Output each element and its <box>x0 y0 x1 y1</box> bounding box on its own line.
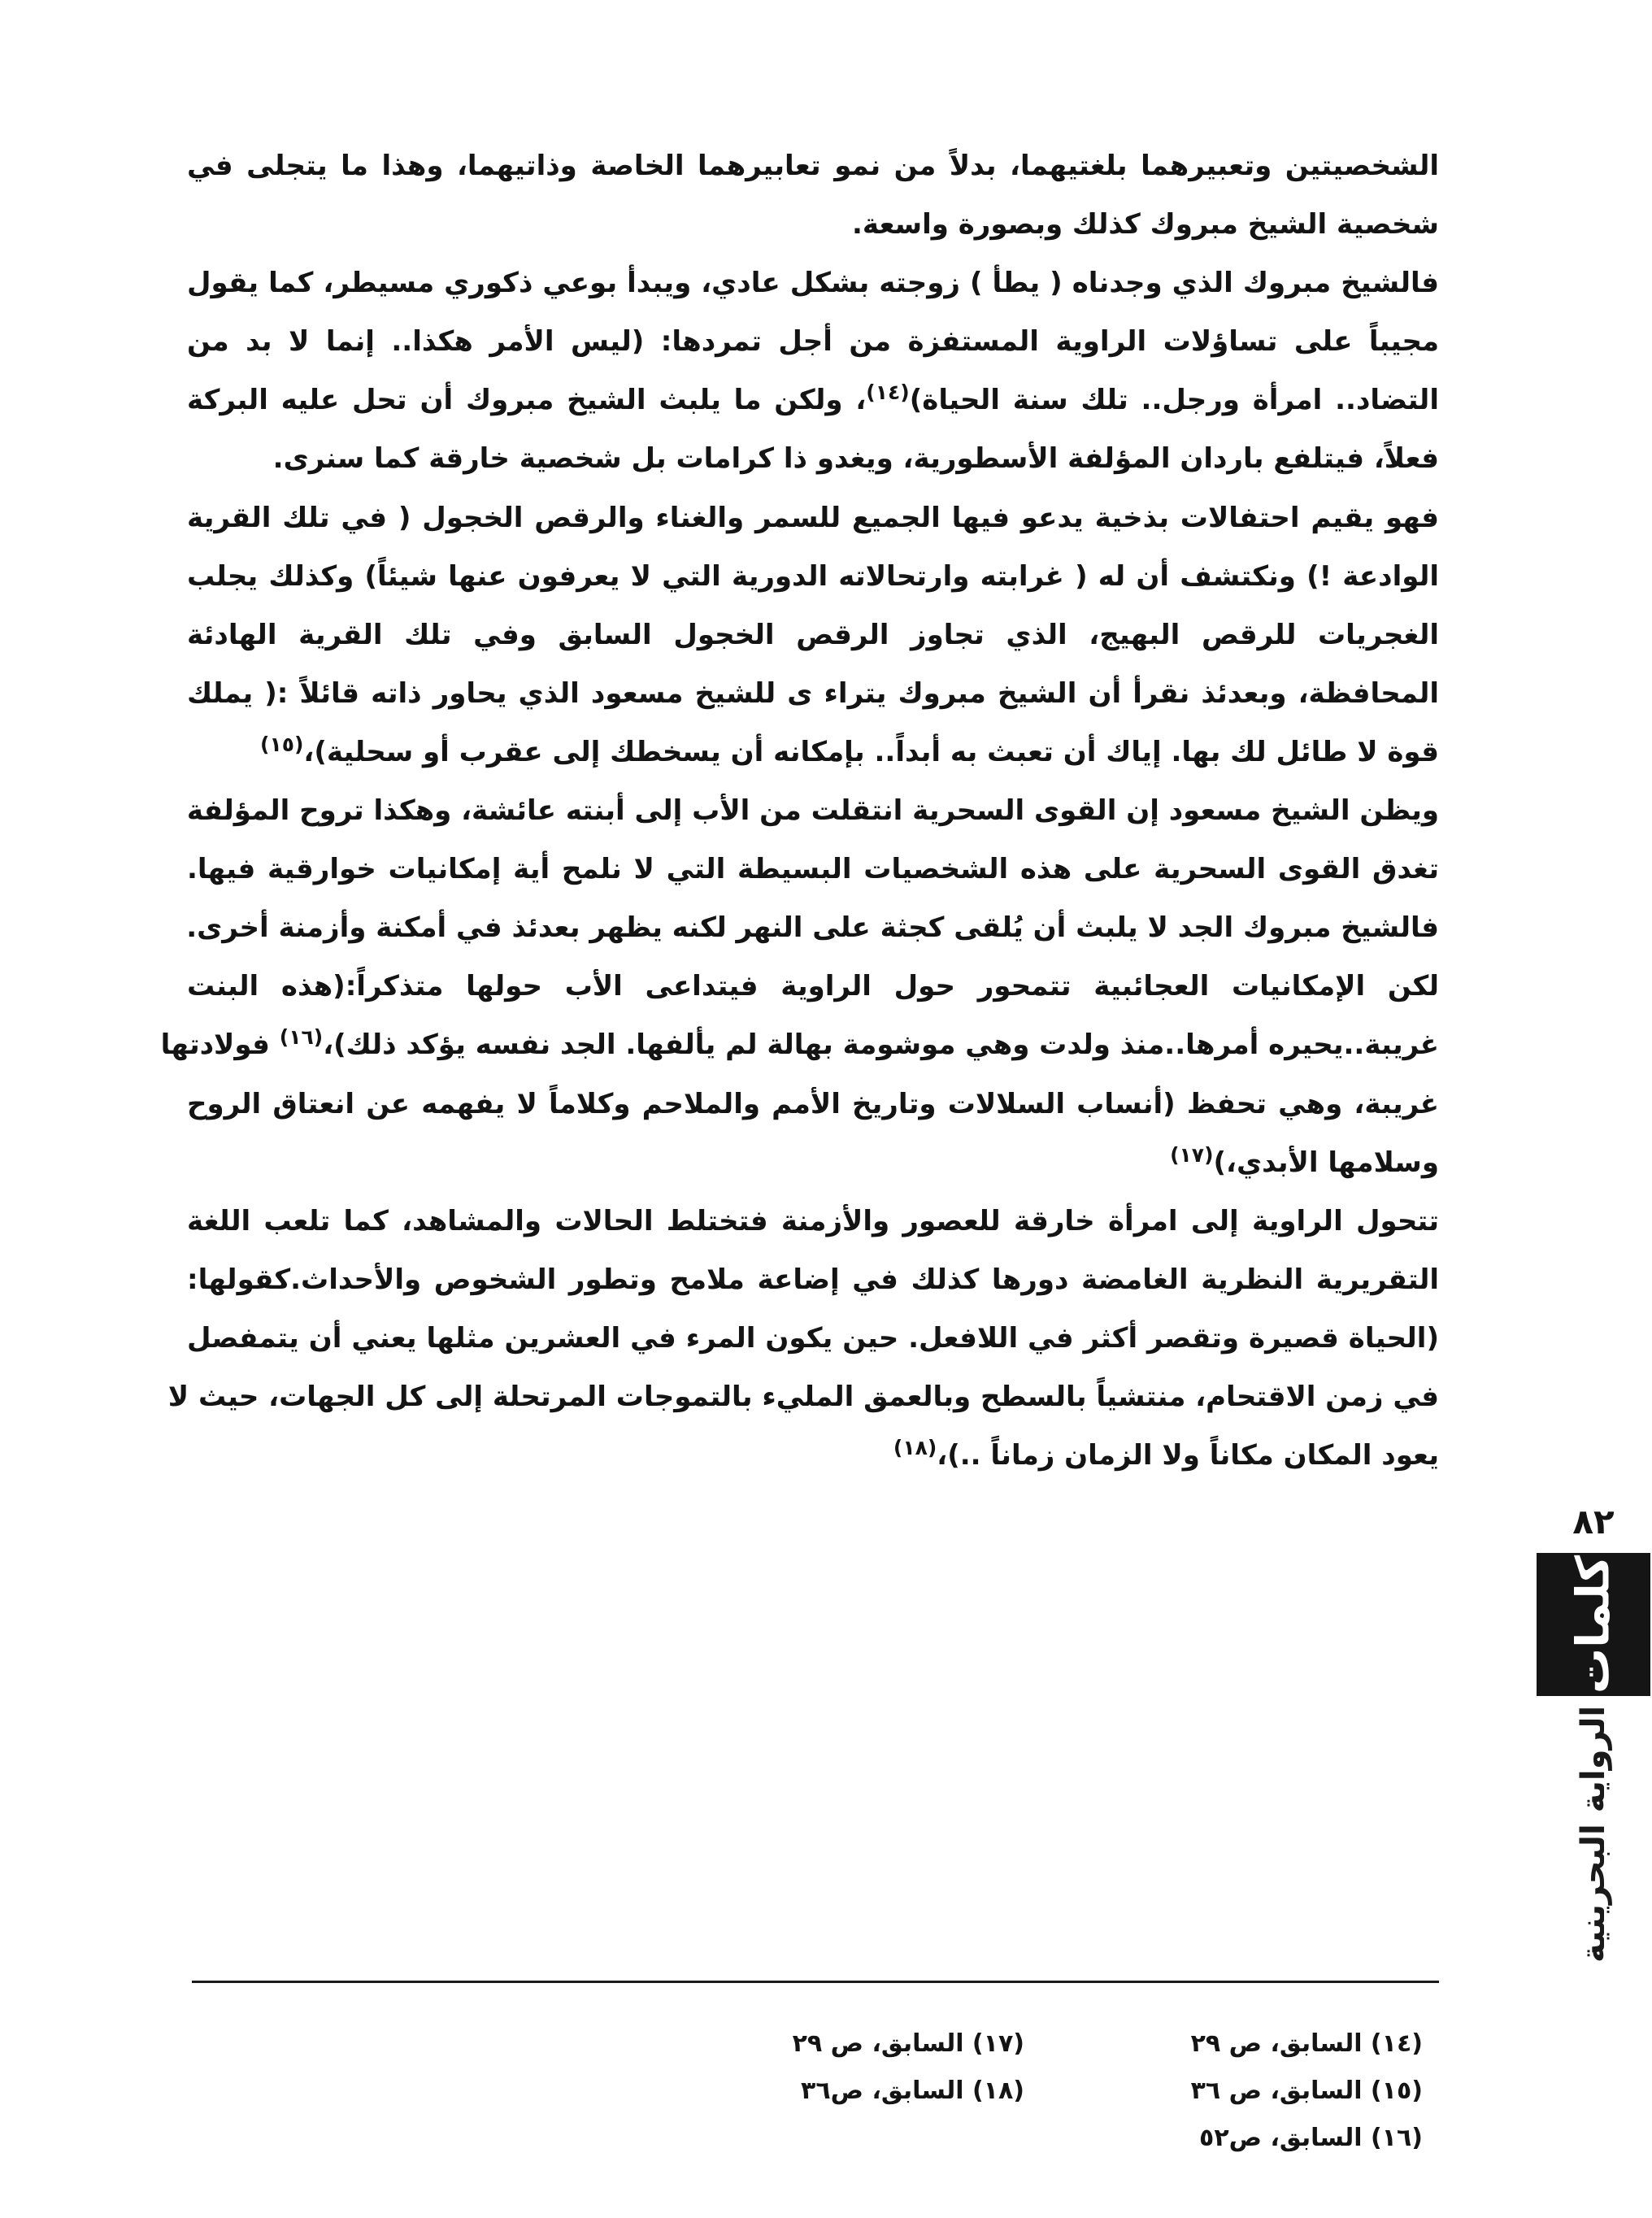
body-line-segment: غريبة..يحيره أمرها..منذ ولدت وهي موشومة بهالة لم يألفها. الجد نفسه يؤكد ذلك)، <box>323 1029 1439 1062</box>
body-line: (الحياة قصيرة وتقصر أكثر في اللافعل. حين يكون المرء في العشرين مثلها يعني أن يتمفصل <box>187 1321 1439 1355</box>
body-line: تغدق القوى السحرية على هذه الشخصيات البسيطة التي لا نلمح أية إمكانيات خوارقية فيها. <box>187 853 1439 886</box>
footnote-ref: (١٤) <box>866 381 910 405</box>
body-line: فهو يقيم احتفالات بذخية يدعو فيها الجميع للسمر والغناء والرقص الخجول ( في تلك القرية <box>187 501 1439 534</box>
body-line-segment: ، ولكن ما يلبث الشيخ مبروك أن تحل عليه البركة <box>187 384 867 417</box>
footnote-ref: (١٥) <box>260 732 304 756</box>
body-line: المحافظة، وبعدئذ نقرأ أن الشيخ مبروك يتراء ى للشيخ مسعود الذي يحاور ذاته قائلاً :( يملك <box>187 676 1439 710</box>
footnote: (١٧) السابق، ص ٢٩ <box>792 2029 1024 2058</box>
body-line: فالشيخ مبروك الجد لا يلبث أن يُلقى كجثة على النهر لكنه يظهر بعدئذ في أمكنة وأزمنة أخرى. <box>186 911 1439 945</box>
body-line: لكن الإمكانيات العجائبية تتمحور حول الراوية فيتداعى الأب حولها متذكراً:(هذه البنت <box>187 970 1439 1003</box>
page-number: ٨٢ <box>1572 1502 1615 1542</box>
footnote: (١٨) السابق، ص٣٦ <box>801 2077 1024 2105</box>
body-line-segment: يعود المكان مكاناً ولا الزمان زماناً ..)، <box>937 1439 1439 1472</box>
body-line-segment: فولادتها <box>160 1029 270 1062</box>
body-line: ويظن الشيخ مسعود إن القوى السحرية انتقلت من الأب إلى أبنته عائشة، وهكذا تروح المؤلفة <box>186 794 1439 828</box>
body-text <box>160 137 1439 1485</box>
body-line: فالشيخ مبروك الذي وجدناه ( يطأ ) زوجته بشكل عادي، ويبدأ بوعي ذكوري مسيطر، كما يقول <box>187 267 1439 300</box>
body-line <box>187 723 1439 781</box>
body-line <box>187 1133 1439 1192</box>
body-line: الغجريات للرقص البهيج، الذي تجاوز الرقص الخجول السابق وفي تلك القرية الهادئة <box>187 618 1439 651</box>
body-line: التقريرية النظرية الغامضة دورها كذلك في إضاعة ملامح وتطور الشخوص والأحداث.كقولها: <box>187 1263 1439 1296</box>
body-line <box>187 1426 1439 1485</box>
body-line-segment: قوة لا طائل لك بها. إياك أن تعبث به أبداً.. بإمكانه أن يسخطك إلى عقرب أو سحلية)، <box>303 735 1439 768</box>
body-line <box>160 1015 1439 1074</box>
body-line <box>187 371 1439 429</box>
body-line: غريبة، وهي تحفظ (أنساب السلالات وتاريخ الأمم والملاحم وكلاماً لا يفهمه عن انعتاق الروح <box>187 1087 1439 1120</box>
footnote: (١٤) السابق، ص ٢٩ <box>1190 2029 1423 2058</box>
body-line: الوادعة !) ونكتشف أن له ( غرابته وارتحالاته الدورية التي لا يعرفون عنها شيئاً) وكذلك يجلب <box>187 559 1439 593</box>
footnote-ref: (١٦) <box>279 1025 324 1050</box>
body-line-segment: التضاد.. امرأة ورجل.. تلك سنة الحياة) <box>909 384 1439 417</box>
body-line: مجيباً على تساؤلات الراوية المستفزة من أجل تمردها: (ليس الأمر هكذا.. إنما لا بد من <box>187 325 1439 359</box>
side-tab <box>1537 1499 1650 1964</box>
body-line: في زمن الاقتحام، منتشياً بالسطح وبالعمق المليء بالتموجات المرتحلة إلى كل الجهات، حيث لا <box>167 1380 1439 1413</box>
body-line: فعلاً، فيتلفع باردان المؤلفة الأسطورية، ويغدو ذا كرامات بل شخصية خارقة كما سنرى. <box>272 442 1439 476</box>
body-line-segment: وسلامها الأبدي،) <box>1213 1146 1439 1179</box>
series-title: الرواية البحرينية <box>1575 1705 1612 1964</box>
footnote-ref: (١٧) <box>1170 1142 1214 1167</box>
footnote: (١٦) السابق، ص٥٢ <box>1199 2124 1423 2152</box>
body-line: الشخصيتين وتعبيرهما بلغتيهما، بدلاً من نمو تعابيرهما الخاصة وذاتيهما، وهذا ما يتجلى في <box>187 150 1439 182</box>
body-line: شخصية الشيخ مبروك كذلك وبصورة واسعة. <box>851 208 1439 241</box>
magazine-logo-text: كلمات <box>1567 1555 1620 1694</box>
footnote-ref: (١٨) <box>893 1436 937 1460</box>
footnote: (١٥) السابق، ص ٣٦ <box>1190 2077 1423 2105</box>
footnote-divider <box>192 1981 1439 1983</box>
body-line: تتحول الراوية إلى امرأة خارقة للعصور والأزمنة فتختلط الحالات والمشاهد، كما تلعب اللغة <box>187 1204 1439 1237</box>
magazine-logo <box>1537 1553 1650 1696</box>
